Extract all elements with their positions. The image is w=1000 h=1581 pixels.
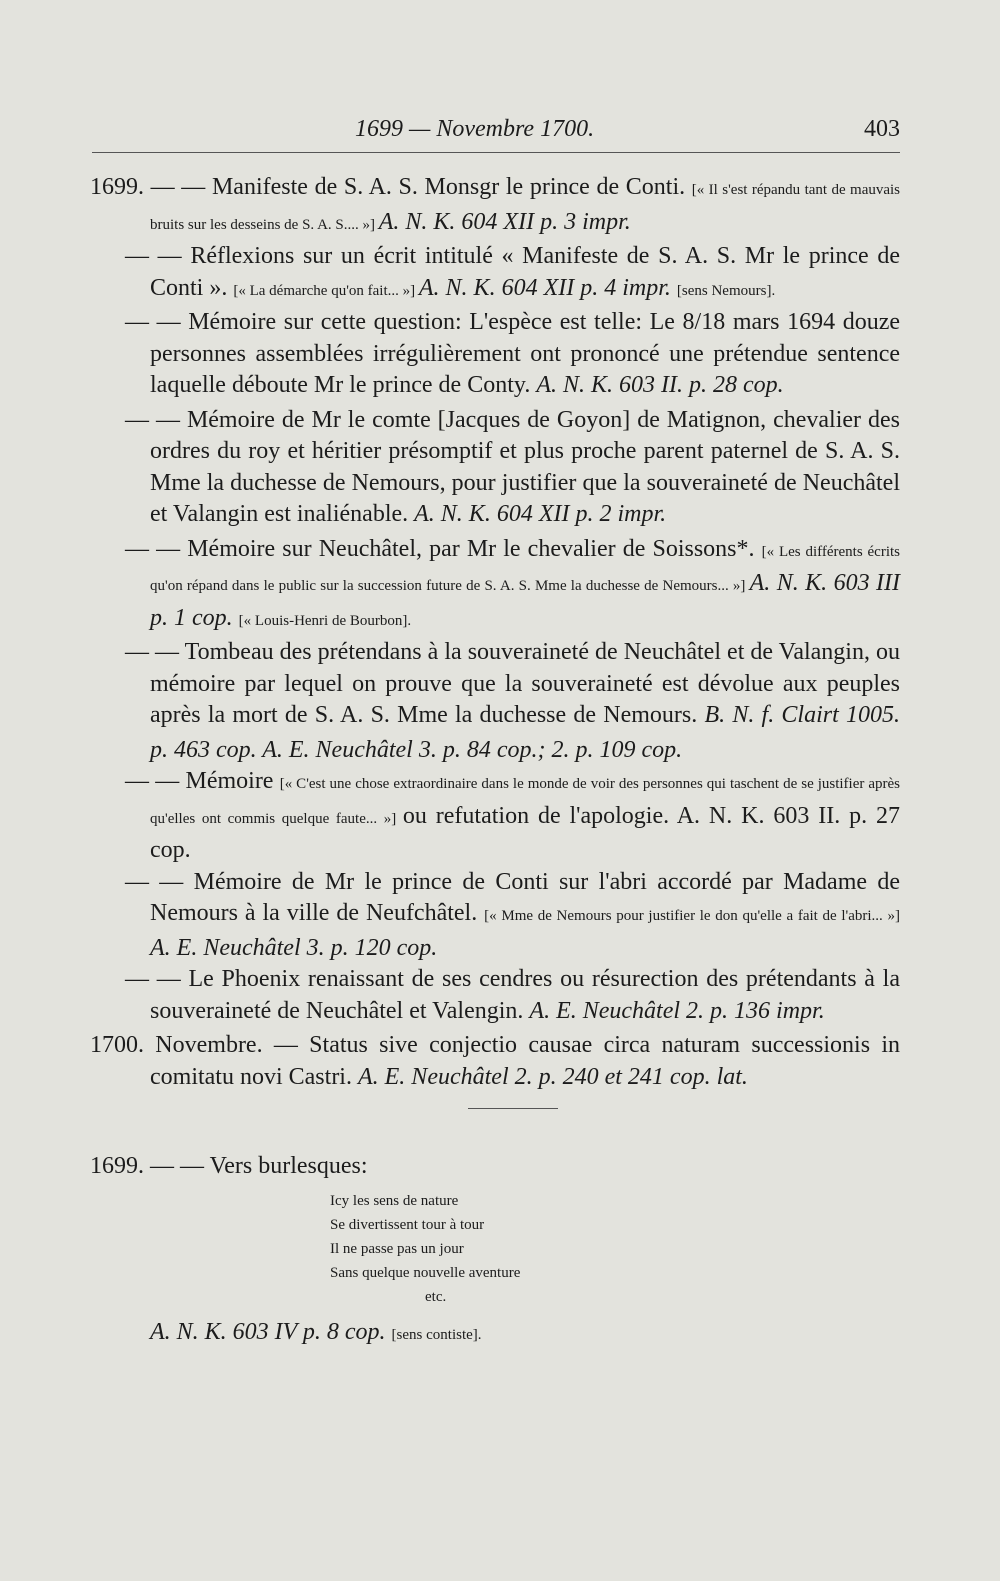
entry-tombeau bbox=[125, 637, 901, 766]
verse-line: Icy les sens de nature bbox=[330, 1192, 459, 1209]
entry-tail: [sens contiste]. bbox=[391, 1326, 482, 1343]
entry-title: Mémoire de Mr le prince de Conti sur l'abri accordé par Madame de Nemours à la ville de Neufchâtel. bbox=[150, 868, 900, 926]
verse-line: Se divertissent tour à tour bbox=[330, 1216, 485, 1233]
header-rule bbox=[92, 152, 900, 153]
document-body bbox=[90, 172, 901, 1351]
entry-incipit: [« Les différents écrits qu'on répand dans le public sur la succession future de S. A. S. Mme la duchesse de Nemours... »] bbox=[150, 543, 900, 594]
page-header bbox=[150, 116, 900, 150]
entry-title: Mémoire sur Neuchâtel, par Mr le chevalier de Soissons*. bbox=[187, 535, 762, 562]
entry-title: Réflexions sur un écrit intitulé « Manifeste de S. A. S. Mr le prince de Conti ». bbox=[150, 243, 900, 301]
entry-date: — — bbox=[125, 309, 189, 335]
entry-status bbox=[90, 1030, 901, 1096]
entry-source: A. N. K. 604 XII p. 2 impr. bbox=[414, 501, 667, 527]
entry-source: B. N. f. Clairt 1005. p. 463 cop. A. E. Neuchâtel 3. p. 84 cop.; 2. p. 109 cop. bbox=[150, 702, 900, 763]
entry-memoire-question bbox=[125, 307, 900, 405]
entry-tail: ou refutation de l'apologie. A. N. K. 603 II. p. 27 cop. bbox=[150, 802, 901, 863]
entry-source: A. N. K. 604 XII p. 3 impr. bbox=[378, 208, 631, 235]
entry-incipit: [« Mme de Nemours pour justifier le don qu'elle a fait de l'abri... »] bbox=[484, 908, 900, 924]
entry-title: Vers burlesques: bbox=[209, 1153, 368, 1179]
verse-source-line bbox=[150, 1317, 900, 1352]
entry-memoire-soissons bbox=[125, 534, 901, 638]
entry-tail: [sens Nemours]. bbox=[676, 282, 776, 299]
entry-date: — — bbox=[125, 406, 187, 433]
entry-incipit: [« C'est une chose extraordinaire dans le monde de voir des personnes qui taschent de se justifier après qu'elles ont commis quelque faute... »] bbox=[150, 776, 901, 827]
entry-source: A. N. K. 604 XII p. 4 impr. bbox=[418, 274, 677, 301]
verse-line: Il ne passe pas un jour bbox=[330, 1240, 464, 1257]
entry-source: A. N. K. 603 III p. 1 cop. bbox=[150, 570, 901, 631]
entry-title: Mémoire bbox=[185, 768, 280, 794]
entry-title: Le Phoenix renaissant de ses cendres ou résurection des prétendants à la souveraineté de Neuchâtel et Valengin. bbox=[150, 966, 901, 1024]
entry-date: — — bbox=[125, 535, 188, 562]
verse-block bbox=[330, 1189, 900, 1309]
entry-source: A. E. Neuchâtel 3. p. 120 cop. bbox=[150, 934, 438, 961]
entry-date: — — bbox=[125, 243, 191, 269]
running-title: 1699 — Novembre 1700. bbox=[355, 116, 595, 142]
entry-date: — — bbox=[125, 639, 185, 665]
entry-source: A. E. Neuchâtel 2. p. 136 impr. bbox=[529, 997, 825, 1024]
verse-etc: etc. bbox=[425, 1288, 447, 1305]
page-number: 403 bbox=[864, 116, 900, 142]
entry-title: Manifeste de S. A. S. Monsgr le prince de Conti. bbox=[211, 174, 692, 200]
entry-title: Status sive conjectio causae circa naturam successionis in comitatu novi Castri. bbox=[150, 1032, 901, 1090]
entry-reflexions bbox=[125, 241, 900, 307]
entry-date: — — bbox=[125, 868, 194, 895]
entry-tail: [« Louis-Henri de Bourbon]. bbox=[238, 612, 412, 629]
entry-source: A. E. Neuchâtel 2. p. 240 et 241 cop. lat. bbox=[357, 1063, 748, 1090]
entry-source: A. N. K. 603 IV p. 8 cop. bbox=[150, 1318, 392, 1345]
entry-date: 1699. — — bbox=[90, 174, 212, 200]
entry-incipit: [« La démarche qu'on fait... »] bbox=[233, 282, 419, 299]
entry-title: Tombeau des prétendans à la souveraineté de Neuchâtel et de Valangin, ou mémoire par lequel on prouve que la souveraineté est dévolue aux peuples après la mort de S. A. S. Mme la duchesse de Nemours. bbox=[150, 639, 901, 728]
entry-memoire-matignon bbox=[125, 405, 901, 534]
entry-date: 1700. Novembre. — bbox=[90, 1032, 310, 1058]
entry-date: 1699. — — bbox=[90, 1153, 210, 1179]
entry-date: — — bbox=[125, 768, 186, 794]
entry-incipit: [« Il s'est répandu tant de mauvais bruits sur les desseins de S. A. S.... »] bbox=[150, 182, 901, 233]
entry-title: Mémoire sur cette question: L'espèce est telle: Le 8/18 mars 1694 douze personnes assemblées irrégulièrement ont prononcé une prétendue sentence laquelle déboute Mr le prince de Conty. bbox=[150, 309, 900, 398]
entry-phoenix bbox=[125, 964, 901, 1030]
entry-memoire-abri bbox=[125, 867, 900, 965]
entry-source: A. N. K. 603 II. p. 28 cop. bbox=[536, 372, 784, 398]
verse-line: Sans quelque nouvelle aventure bbox=[330, 1264, 521, 1281]
entry-date: — — bbox=[125, 966, 189, 992]
entry-vers-burlesques bbox=[90, 1151, 900, 1183]
entry-memoire-apologie bbox=[125, 766, 901, 867]
section-separator bbox=[468, 1108, 558, 1109]
entry-title: Mémoire de Mr le comte [Jacques de Goyon] de Matignon, chevalier des ordres du roy et héritier présomptif et plus proche parent paternel de S. A. S. Mme la duchesse de Nemours, pour justifier que la souveraineté de Neuchâtel et Valangin est inaliénable. bbox=[150, 406, 901, 527]
entry-manifeste bbox=[90, 172, 901, 241]
